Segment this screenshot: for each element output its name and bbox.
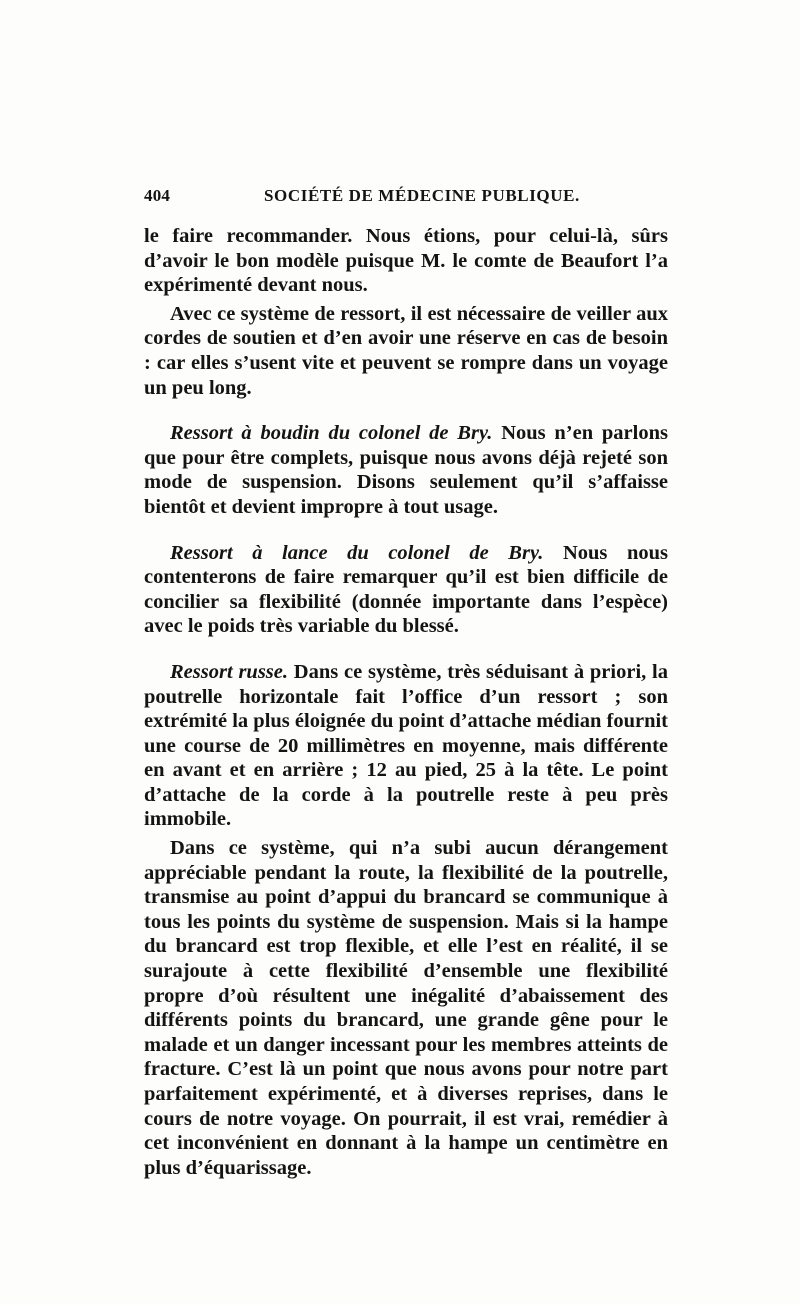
page-number: 404	[144, 186, 171, 205]
section-heading: Ressort à lance du colonel de Bry.	[170, 541, 544, 564]
section-heading: Ressort à boudin du colonel de Bry.	[170, 422, 493, 445]
running-head	[144, 186, 664, 214]
section-heading: Ressort russe.	[170, 660, 289, 683]
paragraph-text: Avec ce système de ressort, il est nécessaire de veiller aux cordes de soutien et d’en avoir une réserve en cas de besoin : car elles s’usent vite et peuvent se rompre dans un voyage un peu long.	[144, 302, 668, 399]
paragraph-continued	[144, 224, 668, 298]
paragraph-ressort-lance	[144, 541, 668, 639]
paragraph-text: Nous n’en parlons que pour être complets, puisque nous avons déjà rejeté son mode de suspension. Disons seulement qu’il s’affaisse bientôt et devient impropre à tout usage.	[144, 422, 668, 518]
running-title: SOCIÉTÉ DE MÉDECINE PUBLIQUE.	[264, 186, 580, 205]
paragraph-text: Nous nous contenterons de faire remarquer qu’il est bien difficile de concilier sa flexibilité (donnée importante dans l’espèce) avec le poids très variable du blessé.	[144, 541, 668, 638]
paragraph-text: Dans ce système, très séduisant à priori, la poutrelle horizontale fait l’office d’un ressort ; son extrémité la plus éloignée du point d’attache médian fournit une course de 20 millimètres en moyenne, mais différente en avant et en arrière ; 12 au pied, 25 à la tête. Le point d’attache de la corde à la poutrelle reste à peu près immobile.	[144, 660, 669, 831]
paragraph-flexibilite	[144, 836, 668, 1180]
paragraph-text: Dans ce système, qui n’a subi aucun dérangement appréciable pendant la route, la flexibilité de la poutrelle, transmise au point d’appui du brancard se communique à tous les points du système de suspension. Mais si la hampe du brancard est trop flexible, et elle l’est en réalité, il se surajoute à cette flexibilité d’ensemble une flexibilité propre d’où résultent une inégalité d’abaissement des différents points du brancard, une grande gêne pour le malade et un danger incessant pour les membres atteints de fracture. C’est là un point que nous avons pour notre part parfaitement expérimenté, et à diverses reprises, dans le cours de notre voyage. On pourrait, il est vrai, remédier à cet inconvénient en donnant à la hampe un centimètre en plus d’équarissage.	[144, 837, 668, 1179]
paragraph-text: le faire recommander. Nous étions, pour celui-là, sûrs d’avoir le bon modèle puisque M. le comte de Beaufort l’a expérimenté devant nous.	[144, 225, 668, 297]
paragraph-ressort-russe	[144, 660, 668, 832]
paragraph-cordes	[144, 302, 668, 400]
paragraph-ressort-boudin	[144, 421, 668, 519]
body-text	[144, 224, 668, 1180]
